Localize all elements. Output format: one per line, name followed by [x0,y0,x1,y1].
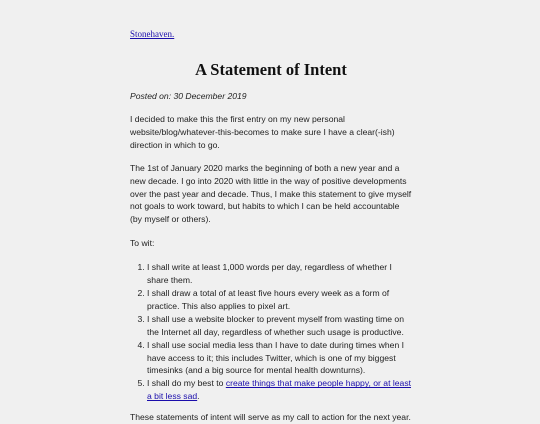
blog-post-content [130,29,412,424]
post-date: Posted on: 30 December 2019 [130,91,247,101]
list-item: 4. I shall use social media less than I have to date during times when I have access to it; this includes Twitter, which is one of my biggest timesinks (and a big source for mental health downturns). [147,339,412,378]
paragraph-closing: These statements of intent will serve as my call to action for the next year. [130,412,411,423]
list-item-suffix: . [197,391,200,402]
post-title: A Statement of Intent [195,60,347,79]
list-item-text: I shall do my best to [147,378,226,389]
site-home-link[interactable]: Stonehaven. [130,29,175,39]
list-item: 1. I shall write at least 1,000 words per day, regardless of whether I share them. [147,261,412,287]
create-things-link[interactable]: create things that make people happy, or at least a bit less sad [147,378,412,402]
list-item [147,377,412,403]
paragraph-intro: I decided to make this the first entry on my new personal website/blog/whatever-this-becomes to make sure I have a clear(-ish) direction in which to go. [130,114,395,150]
paragraph-context: The 1st of January 2020 marks the beginning of both a new year and a new decade. I go into 2020 with little in the way of positive developments over the past year and decade. Thus, I make this statement to give myself not goals to work toward, but habits to which I can be held accountable (by myself or others). [130,162,412,225]
paragraph-to-wit: To wit: [130,238,155,249]
list-item: 3. I shall use a website blocker to prevent myself from wasting time on the Internet all day, regardless of whether such usage is productive. [147,313,412,339]
list-item: 2. I shall draw a total of at least five hours every week as a form of practice. This also applies to pixel art. [147,287,412,313]
intent-list [130,261,412,403]
